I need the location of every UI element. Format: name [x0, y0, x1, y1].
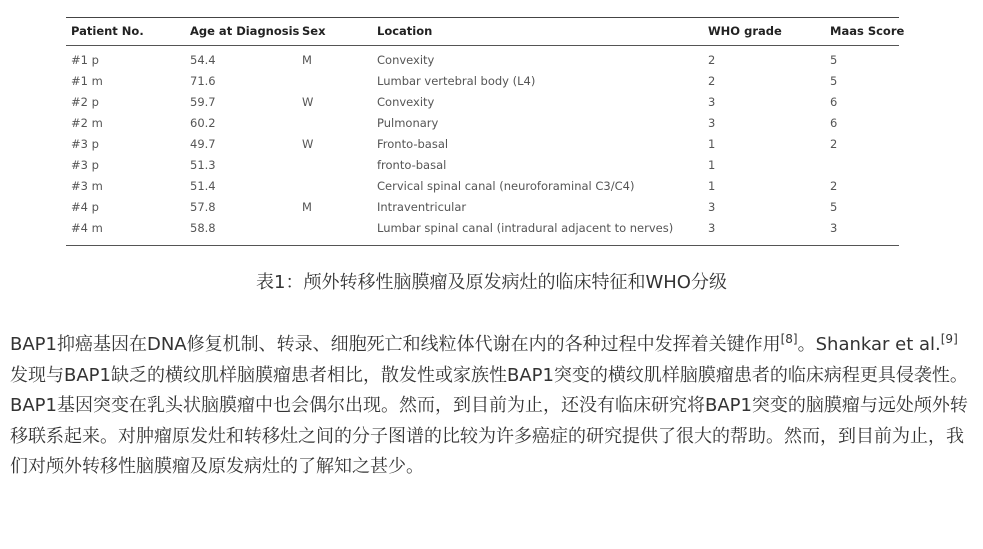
- cell-who-grade: 2: [708, 53, 716, 67]
- cell-patient: #4 p: [71, 200, 99, 214]
- cell-patient: #3 m: [71, 179, 103, 193]
- header-patient: Patient No.: [71, 24, 144, 38]
- cell-location: Lumbar vertebral body (L4): [377, 74, 536, 88]
- cell-location: Intraventricular: [377, 200, 467, 214]
- table-row: [66, 197, 899, 218]
- reference-link-9[interactable]: [9]: [940, 332, 958, 346]
- cell-maas-score: 2: [830, 137, 838, 151]
- cell-age: 57.8: [190, 200, 216, 214]
- cell-location: Fronto-basal: [377, 137, 449, 151]
- header-who-grade: WHO grade: [708, 24, 782, 38]
- cell-who-grade: 1: [708, 179, 716, 193]
- cell-age: 49.7: [190, 137, 216, 151]
- header-sex: Sex: [302, 24, 326, 38]
- table-caption: 表1：颅外转移性脑膜瘤及原发病灶的临床特征和WHO分级: [256, 272, 727, 293]
- cell-patient: #3 p: [71, 137, 99, 151]
- reference-link-8[interactable]: [8]: [780, 332, 798, 346]
- cell-patient: #3 p: [71, 158, 99, 172]
- cell-who-grade: 1: [708, 158, 716, 172]
- cell-patient: #1 m: [71, 74, 103, 88]
- cell-location: Lumbar spinal canal (intradural adjacent to nerves): [377, 221, 674, 235]
- cell-patient: #4 m: [71, 221, 103, 235]
- table-row: [66, 155, 899, 176]
- cell-who-grade: 3: [708, 95, 716, 109]
- table-body: [66, 46, 899, 239]
- cell-sex: W: [302, 137, 314, 151]
- paragraph-text-3: 发现与BAP1缺乏的横纹肌样脑膜瘤患者相比，散发性或家族性BAP1突变的横纹肌样脑膜瘤患者的临床病程更具侵袭性。BAP1基因突变在乳头状脑膜瘤中也会偶尔出现。然而，到目前为止，还没有临床研究将BAP1突变的脑膜瘤与远处颅外转移联系起来。对肿瘤原发灶和转移灶之间的分子图谱的比较为许多癌症的研究提供了很大的帮助。然而，到目前为止，我们对颅外转移性脑膜瘤及原发病灶的了解知之甚少。: [10, 364, 968, 477]
- header-age: Age at Diagnosis: [190, 24, 300, 38]
- table-row: [66, 50, 899, 71]
- cell-who-grade: 3: [708, 116, 716, 130]
- cell-who-grade: 3: [708, 221, 716, 235]
- cell-age: 54.4: [190, 53, 216, 67]
- table-row: [66, 176, 899, 197]
- cell-location: fronto-basal: [377, 158, 447, 172]
- cell-age: 60.2: [190, 116, 216, 130]
- cell-location: Convexity: [377, 53, 435, 67]
- table-row: [66, 92, 899, 113]
- cell-sex: M: [302, 53, 312, 67]
- cell-maas-score: 5: [830, 74, 838, 88]
- header-maas-score: Maas Score: [830, 24, 905, 38]
- cell-age: 51.3: [190, 158, 216, 172]
- cell-who-grade: 3: [708, 200, 716, 214]
- cell-maas-score: 5: [830, 53, 838, 67]
- cell-location: Pulmonary: [377, 116, 439, 130]
- cell-maas-score: 3: [830, 221, 838, 235]
- header-location: Location: [377, 24, 433, 38]
- cell-location: Cervical spinal canal (neuroforaminal C3/C4): [377, 179, 635, 193]
- paragraph-text-2: 。Shankar et al.: [797, 334, 941, 355]
- cell-maas-score: 6: [830, 116, 838, 130]
- clinical-table: [66, 17, 905, 246]
- cell-age: 71.6: [190, 74, 216, 88]
- cell-maas-score: 2: [830, 179, 838, 193]
- table-bottom-rule: [66, 245, 899, 246]
- table-row: [66, 134, 899, 155]
- table-row: [66, 71, 899, 92]
- cell-who-grade: 1: [708, 137, 716, 151]
- cell-age: 58.8: [190, 221, 216, 235]
- cell-patient: #2 m: [71, 116, 103, 130]
- cell-age: 51.4: [190, 179, 216, 193]
- table-header: [66, 18, 905, 45]
- cell-sex: M: [302, 200, 312, 214]
- cell-maas-score: 6: [830, 95, 838, 109]
- paragraph-text-1: BAP1抑癌基因在DNA修复机制、转录、细胞死亡和线粒体代谢在内的各种过程中发挥着关键作用: [10, 334, 781, 355]
- table-row: [66, 218, 899, 239]
- cell-patient: #1 p: [71, 53, 99, 67]
- cell-who-grade: 2: [708, 74, 716, 88]
- cell-maas-score: 5: [830, 200, 838, 214]
- body-paragraph: [10, 330, 975, 483]
- table-row: [66, 113, 899, 134]
- cell-sex: W: [302, 95, 314, 109]
- cell-patient: #2 p: [71, 95, 99, 109]
- cell-location: Convexity: [377, 95, 435, 109]
- cell-age: 59.7: [190, 95, 216, 109]
